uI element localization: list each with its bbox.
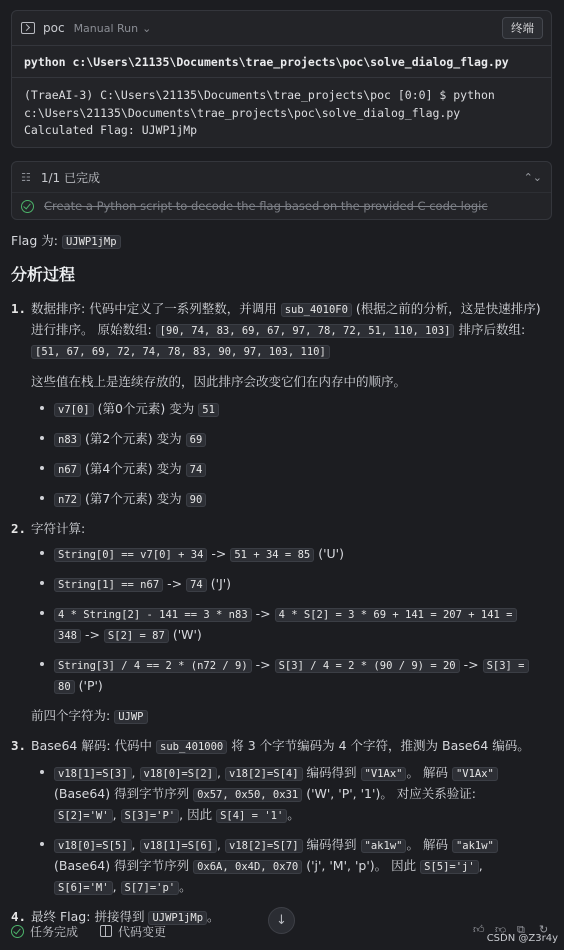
inline-code: String[0] == v7[0] + 34 bbox=[54, 548, 207, 562]
step-title: 数据排序: bbox=[31, 301, 86, 316]
terminal-output-line: (TraeAI-3) C:\Users\21135\Documents\trae_projects\poc [0:0] $ python bbox=[24, 88, 495, 102]
arrow-text: -> bbox=[463, 657, 479, 672]
code-changes-button[interactable] bbox=[100, 923, 166, 940]
inline-code: 74 bbox=[186, 578, 207, 592]
inline-code: v18[0]=S[2] bbox=[140, 767, 218, 781]
inline-code: 74 bbox=[186, 463, 207, 477]
list-item-text: (第7个元素) 变为 bbox=[84, 491, 182, 506]
inline-code: UJWP1jMp bbox=[148, 911, 207, 925]
list-item-text: 。 解码 bbox=[406, 765, 448, 780]
inline-code: [51, 67, 69, 72, 74, 78, 83, 90, 97, 103, 110] bbox=[31, 345, 330, 359]
list-item bbox=[31, 489, 552, 510]
inline-code: 4 * String[2] - 141 == 3 * n83 bbox=[54, 608, 252, 622]
list-item-text: 编码得到 bbox=[306, 765, 357, 780]
list-item bbox=[31, 459, 552, 480]
terminal-output-line: Calculated Flag: UJWP1jMp bbox=[24, 123, 198, 137]
run-mode-label: Manual Run bbox=[73, 21, 139, 35]
step-text: 拼接得到 bbox=[94, 909, 145, 924]
arrow-text: -> bbox=[84, 627, 100, 642]
step-title: 字符计算: bbox=[31, 521, 86, 536]
refresh-icon[interactable]: ↻ bbox=[539, 923, 549, 936]
inline-code: S[6]='M' bbox=[54, 881, 113, 895]
inline-code: 0x57, 0x50, 0x31 bbox=[193, 788, 302, 802]
step-3 bbox=[11, 736, 552, 898]
list-item: v18[0]=S[5] , v18[1]=S[6] , v18[2]=S[7] 编码得到 "ak1w" 。 解码 "ak1w" (Base64) 得到字节序列 0x6A, 0x4D, 0x70 ('j', 'M', 'p')。 因此 S[5]='j' , S[6]='M' , S[7]='p' 。 bbox=[31, 835, 552, 898]
task-complete-status bbox=[11, 923, 78, 940]
inline-code: UJWP bbox=[114, 710, 147, 724]
flag-label: Flag 为: bbox=[11, 233, 58, 248]
bullet-list bbox=[31, 544, 552, 697]
inline-code: S[2]='W' bbox=[54, 809, 113, 823]
terminal-header bbox=[12, 11, 551, 45]
terminal-card bbox=[11, 10, 552, 148]
terminal-name: poc bbox=[43, 21, 65, 35]
list-item-text: (第4个元素) 变为 bbox=[84, 461, 182, 476]
inline-code: v7[0] bbox=[54, 403, 94, 417]
step-number: 4. bbox=[11, 909, 27, 924]
inline-code: S[5]='j' bbox=[420, 860, 479, 874]
bullet-list bbox=[31, 763, 552, 898]
list-item bbox=[31, 604, 552, 646]
list-item bbox=[31, 429, 552, 450]
arrow-text: -> bbox=[211, 546, 227, 561]
inline-code: S[7]='p' bbox=[121, 881, 180, 895]
run-mode-dropdown[interactable] bbox=[74, 22, 152, 35]
list-item-text: ('j', 'M', 'p')。 因此 bbox=[306, 858, 417, 873]
task-item bbox=[12, 193, 551, 219]
task-card bbox=[11, 161, 552, 220]
section-heading: 分析过程 bbox=[11, 265, 76, 284]
inline-code: v18[1]=S[6] bbox=[140, 839, 218, 853]
char-text: ('P') bbox=[78, 678, 103, 693]
copy-icon[interactable]: ⧉ bbox=[517, 923, 525, 936]
char-text: ('J') bbox=[210, 576, 232, 591]
list-item: v18[1]=S[3] , v18[0]=S[2] , v18[2]=S[4] 编码得到 "V1Ax" 。 解码 "V1Ax" (Base64) 得到字节序列 0x57, 0x50, 0x31 ('W', 'P', '1')。 对应关系验证: S[2]='W' , S[3]='P' , 因此 S[4] = '1' 。 bbox=[31, 763, 552, 826]
inline-code: 69 bbox=[186, 433, 207, 447]
list-item bbox=[31, 574, 552, 595]
inline-code: 51 bbox=[198, 403, 219, 417]
inline-code: String[1] == n67 bbox=[54, 578, 163, 592]
check-circle-icon bbox=[11, 925, 24, 938]
terminal-output-line: c:\Users\21135\Documents\trae_projects\poc\solve_dialog_flag.py bbox=[24, 105, 461, 120]
summary-label: 前四个字符为: bbox=[31, 708, 111, 723]
step-title: 最终 Flag: bbox=[31, 909, 91, 924]
inline-code: n67 bbox=[54, 463, 81, 477]
arrow-down-icon: ↓ bbox=[276, 913, 287, 928]
char-text: ('W') bbox=[172, 627, 202, 642]
task-progress: 1/1 已完成 bbox=[40, 170, 101, 185]
task-header[interactable] bbox=[12, 162, 551, 193]
step-1 bbox=[11, 299, 552, 510]
inline-code: v18[2]=S[7] bbox=[225, 839, 303, 853]
inline-code: S[3] = bbox=[483, 659, 529, 673]
list-item bbox=[31, 544, 552, 565]
step-number: 2. bbox=[11, 521, 27, 536]
open-terminal-button[interactable]: 终端 bbox=[502, 17, 543, 39]
step-paragraph: 这些值在栈上是连续存放的，因此排序会改变它们在内存中的顺序。 bbox=[31, 374, 407, 389]
list-item-text: 编码得到 bbox=[306, 837, 357, 852]
inline-code: n72 bbox=[54, 493, 81, 507]
inline-code: 90 bbox=[186, 493, 207, 507]
watermark: CSDN @Z3r4y bbox=[486, 933, 558, 944]
inline-code: S[3]='P' bbox=[121, 809, 180, 823]
step-text: (根据之前的分析，这是快速排序) 进行排序。 原始数组: bbox=[31, 301, 541, 337]
inline-code: S[3] / 4 = 2 * (90 / 9) = 20 bbox=[275, 659, 460, 673]
book-icon bbox=[100, 925, 112, 937]
inline-code: [90, 74, 83, 69, 67, 97, 78, 72, 51, 110, 103] bbox=[156, 324, 455, 338]
arrow-text: -> bbox=[255, 657, 271, 672]
thumbs-up-icon[interactable]: 👍︎ bbox=[473, 923, 485, 936]
inline-code: v18[2]=S[4] bbox=[225, 767, 303, 781]
list-item-text: (Base64) 得到字节序列 bbox=[54, 786, 190, 801]
step-number: 3. bbox=[11, 738, 27, 753]
inline-code: "V1Ax" bbox=[361, 767, 407, 781]
inline-code: v18[0]=S[5] bbox=[54, 839, 132, 853]
arrow-text: -> bbox=[167, 576, 183, 591]
analysis-content bbox=[11, 231, 552, 937]
inline-code: sub_4010F0 bbox=[281, 303, 352, 317]
task-list-icon: ☷ bbox=[21, 170, 31, 184]
list-item bbox=[31, 399, 552, 420]
step-2 bbox=[11, 519, 552, 727]
arrow-text: -> bbox=[255, 606, 271, 621]
step-text: 代码中定义了一系列整数，并调用 bbox=[89, 301, 277, 316]
check-circle-icon bbox=[21, 200, 34, 213]
step-4: 4. 最终 Flag: 拼接得到 UJWP1jMp 。 bbox=[11, 909, 220, 924]
inline-code: v18[1]=S[3] bbox=[54, 767, 132, 781]
step-text: 将 3 个字节编码为 4 个字符，推测为 Base64 编码。 bbox=[231, 738, 530, 753]
step-number: 1. bbox=[11, 301, 27, 316]
inline-code: 4 * S[2] = 3 * 69 + 141 = 207 + 141 = bbox=[275, 608, 517, 622]
list-item-text: (第2个元素) 变为 bbox=[84, 431, 182, 446]
flag-value: UJWP1jMp bbox=[62, 235, 121, 249]
list-item-text: 因此 bbox=[187, 807, 213, 822]
collapse-icon[interactable]: ⌃⌄ bbox=[523, 170, 542, 184]
inline-code: "V1Ax" bbox=[452, 767, 498, 781]
step-title: Base64 解码: bbox=[31, 738, 111, 753]
char-text: ('U') bbox=[318, 546, 344, 561]
list-item-text: 。 解码 bbox=[406, 837, 448, 852]
code-changes-label: 代码变更 bbox=[118, 924, 167, 939]
list-item-text: ('W', 'P', '1')。 对应关系验证: bbox=[306, 786, 477, 801]
inline-code: "ak1w" bbox=[452, 839, 498, 853]
flag-line bbox=[11, 231, 552, 249]
task-item-text: Create a Python script to decode the flag based on the provided C code logic bbox=[44, 199, 488, 213]
list-item-text: (第0个元素) 变为 bbox=[97, 401, 195, 416]
terminal-icon bbox=[21, 22, 35, 34]
inline-code: String[3] / 4 == 2 * (n72 / 9) bbox=[54, 659, 252, 673]
step-summary bbox=[31, 706, 552, 727]
step-text: 排序后数组: bbox=[458, 322, 526, 337]
list-item bbox=[31, 655, 552, 697]
inline-code: S[2] = 87 bbox=[104, 629, 169, 643]
step-text: 代码中 bbox=[114, 738, 153, 753]
inline-code: S[4] = '1' bbox=[216, 809, 287, 823]
inline-code: "ak1w" bbox=[361, 839, 407, 853]
terminal-output bbox=[12, 78, 551, 140]
inline-code: 348 bbox=[54, 629, 81, 643]
thumbs-down-icon[interactable]: 👎︎ bbox=[495, 923, 507, 936]
chevron-down-icon: ⌄ bbox=[142, 21, 152, 35]
inline-code: n83 bbox=[54, 433, 81, 447]
inline-code: 0x6A, 0x4D, 0x70 bbox=[193, 860, 302, 874]
list-item-text: (Base64) 得到字节序列 bbox=[54, 858, 190, 873]
inline-code: sub_401000 bbox=[156, 740, 227, 754]
inline-code: 80 bbox=[54, 680, 75, 694]
scroll-down-button[interactable] bbox=[268, 907, 295, 934]
bullet-list bbox=[31, 399, 552, 510]
terminal-command: python c:\Users\21135\Documents\trae_projects\poc\solve_dialog_flag.py bbox=[12, 45, 551, 78]
task-complete-label: 任务完成 bbox=[30, 924, 79, 939]
inline-code: 51 + 34 = 85 bbox=[230, 548, 314, 562]
